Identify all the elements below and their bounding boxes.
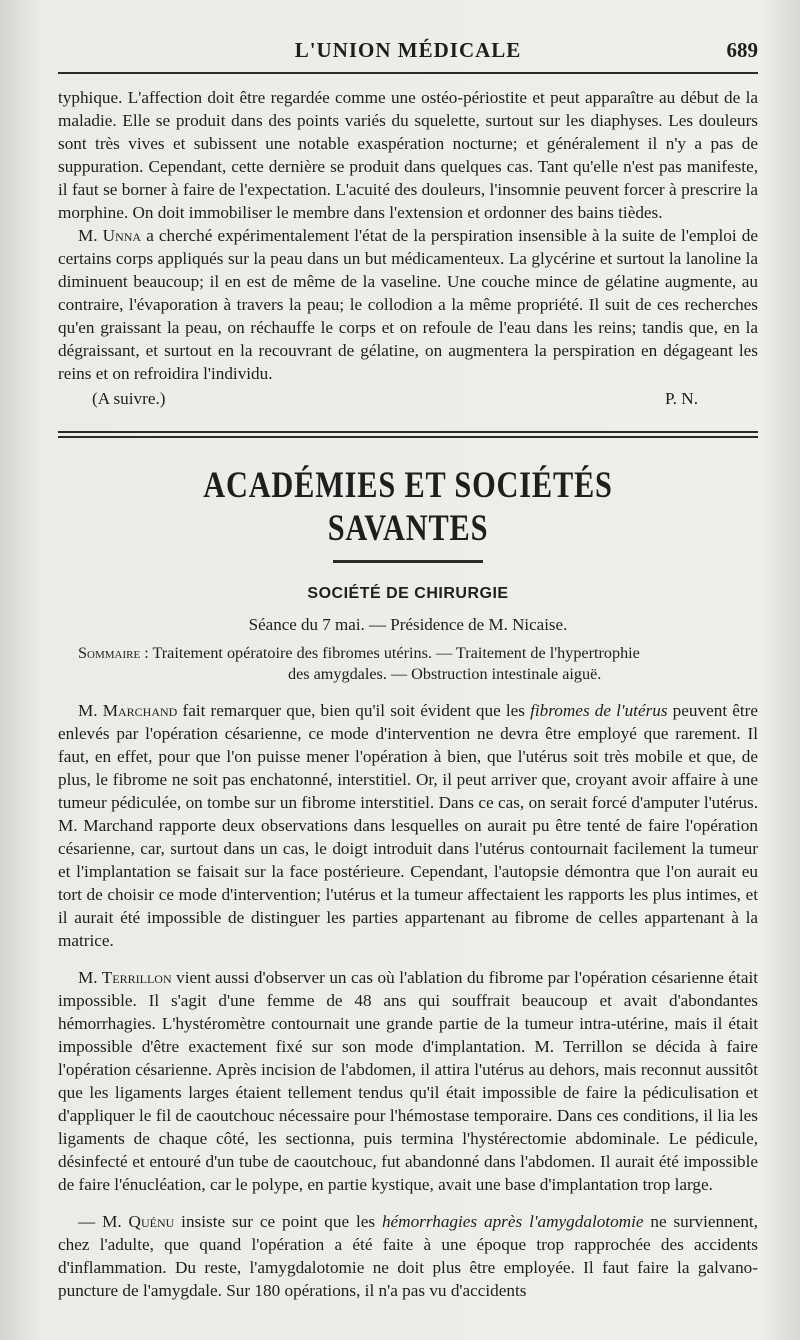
title-rule [333, 560, 483, 563]
emphasis-fibromes: fibromes de l'utérus [530, 701, 668, 720]
journal-title: L'UNION MÉDICALE [294, 38, 522, 62]
author-unna: M. Unna [78, 226, 142, 245]
author-terrillon: M. Terrillon [78, 968, 172, 987]
author-signature: P. N. [665, 389, 698, 408]
summary [58, 643, 758, 685]
summary-text: Traitement opératoire des fibromes utérins. — Traitement de l'hypertrophie [148, 644, 640, 662]
author-quenu: M. Quénu [102, 1212, 175, 1231]
society-title: SOCIÉTÉ DE CHIRURGIE [307, 585, 509, 602]
signature-line [58, 385, 758, 409]
paragraph-marchand [58, 699, 758, 952]
paragraph-marchand-text-b: peuvent être enlevés par l'opération césarienne, ce mode d'intervention ne devra être employé que rarement. Il faut, en effet, pour que l'on puisse mener l'opération à bien, que l'utérus soit très mobile et que, de plus, le fibrome ne soit pas enchatonné, interstitiel. Or, il peut arriver que, croyant avoir affaire à une tumeur pédiculée, on tombe sur un fibrome interstitiel. Dans ce cas, on serait forcé d'amputer l'utérus. M. Marchand rapporte deux observations dans lesquelles on aurait pu être tenté de faire l'opération césarienne, car, surtout dans un cas, le doigt introduit dans l'utérus contournait facilement la tumeur et l'implantation se faisait sur la face postérieure. Cependant, l'autopsie démontra que l'on aurait eu tort de choisir ce mode d'intervention; l'utérus et la tumeur affectaient les rapports les plus intimes, et il aurait été impossible de distinguer les parties appartenant au fibrome de celles appartenant à la matrice. [58, 701, 758, 950]
paragraph-quenu [58, 1210, 758, 1302]
paragraph-terrillon-text: vient aussi d'observer un cas où l'ablation du fibrome par l'opération césarienne était impossible. Il s'agit d'une femme de 48 ans qui souffrait beaucoup et avait d'abondantes hémorrhagies. L'hystéromètre contournait une grande partie de la tumeur intra-utérine, mais il était impossible d'être exactement fixé sur son mode d'implantation. M. Terrillon se décida à faire l'opération césarienne. Après incision de l'abdomen, il attira l'utérus au dehors, mais reconnut aussitôt que les ligaments larges étaient tellement tendus qu'il était impossible de faire la pédiculisation et d'appliquer le fil de caoutchouc nécessaire pour l'hémostase temporaire. Dans ces conditions, il lia les ligaments de chaque côté, les sectionna, puis termina l'hystérectomie abdominale. Le pédicule, désinfecté et entouré d'un tube de caoutchouc, fut abandonné dans l'abdomen. Il aurait été impossible de faire l'énucléation, car le polype, en partie kystique, avait une base d'implantation trop large. [58, 968, 758, 1194]
running-head [58, 38, 758, 68]
to-follow-note: (A suivre.) [92, 389, 166, 408]
paragraph-quenu-text-b: ne surviennent, chez l'adulte, que quand l'opération a été faite à une époque trop rapprochée des accidents d'inflammation. Du reste, l'amygdalotomie ne doit plus être employée. Il faut faire la galvano-puncture de l'amygdale. Sur 180 opérations, il n'a pas vu d'accidents [58, 1212, 758, 1300]
summary-continuation: des amygdales. — Obstruction intestinale aiguë. [288, 665, 602, 683]
dash-prefix: — [78, 1212, 103, 1231]
paragraph-typhoid: typhique. L'affection doit être regardée comme une ostéo-périostite et peut apparaître au début de la maladie. Elle se produit dans des points variés du squelette, surtout sur les diaphyses. Les douleurs sont très vives et subissent une notable exaspération nocturne; et généralement il n'y a pas de suppuration. Cependant, cette dernière se produit dans quelques cas. Tant qu'elle n'est pas manifeste, il faut se borner à faire de l'expectation. L'acuité des douleurs, l'insomnie peuvent forcer à prescrire la morphine. On doit immobiliser le membre dans l'extension et ordonner des bains tièdes. [58, 88, 758, 222]
paragraph-terrillon [58, 966, 758, 1196]
paragraph-unna-text: a cherché expérimentalement l'état de la perspiration insensible à la suite de l'emploi de certains corps appliqués sur la peau dans un but médicamenteux. La glycérine et surtout la lanoline la diminuent beaucoup; il en est de même de la vaseline. Une couche mince de gélatine augmente, au contraire, l'évaporation à travers la peau; le collodion a la même propriété. Il suit de ces recherches qu'en graissant la peau, on réchauffe le corps et on refoule de l'eau dans les reins; tandis que, en la dégraissant, et surtout en la recouvrant de gélatine, on augmentera la perspiration en dégageant les reins et on refroidira l'individu. [58, 226, 758, 383]
section-divider [58, 431, 758, 438]
section-title: ACADÉMIES ET SOCIÉTÉS SAVANTES [203, 465, 613, 549]
paragraph-unna [58, 224, 758, 385]
paragraph-quenu-text-a: insiste sur ce point que les [174, 1212, 382, 1231]
header-rule [58, 72, 758, 74]
emphasis-hemorrhagies: hémorrhagies après l'amygdalotomie [381, 1212, 644, 1231]
summary-label: Sommaire : [78, 644, 149, 662]
page-number: 689 [726, 38, 758, 62]
session-line: Séance du 7 mai. — Présidence de M. Nicaise. [248, 615, 568, 634]
paragraph-marchand-text-a: fait remarquer que, bien qu'il soit évident que les [177, 701, 531, 720]
author-marchand: M. Marchand [78, 701, 178, 720]
